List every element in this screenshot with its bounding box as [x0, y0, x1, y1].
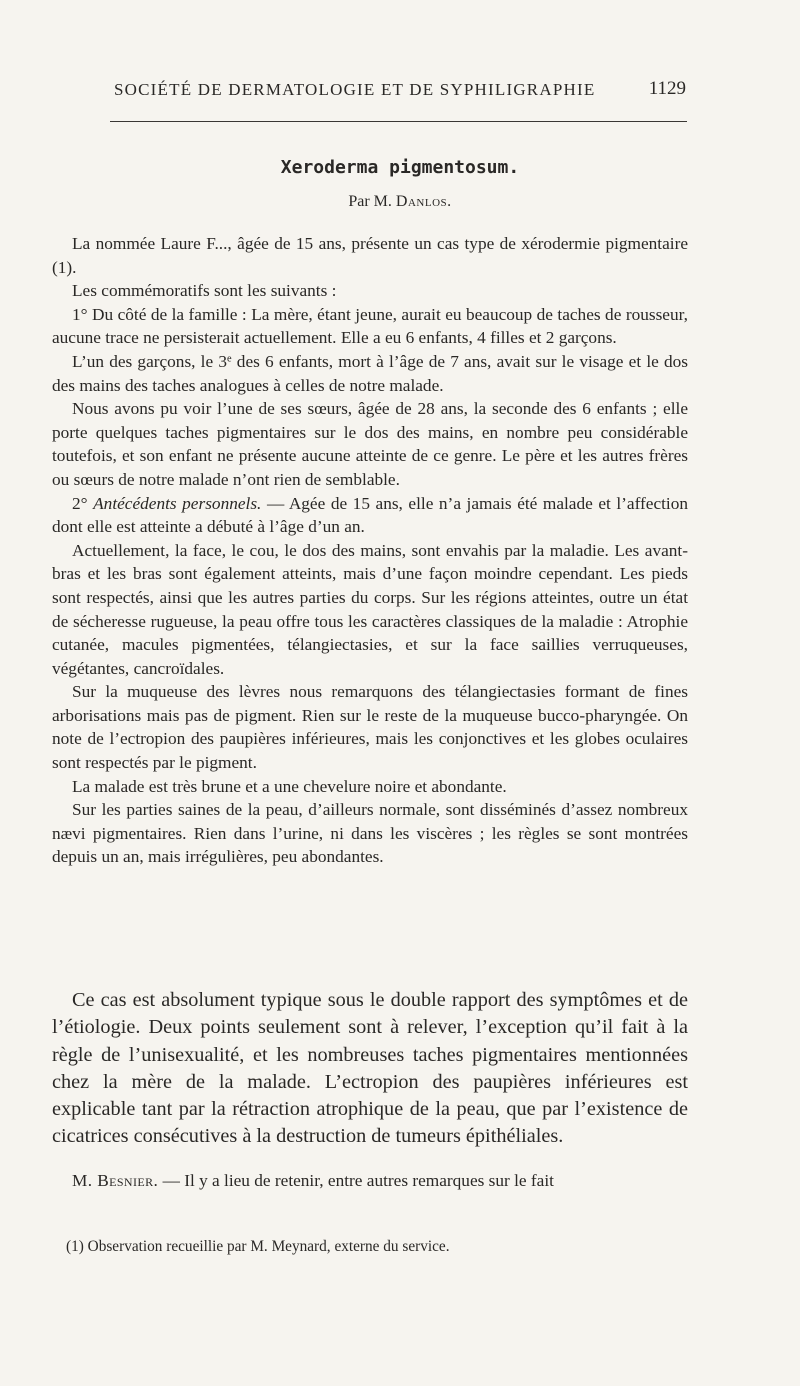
paragraph-personal-history: [52, 492, 688, 539]
besnier-block: [52, 1169, 688, 1193]
paragraph-intro: La nommée Laure F..., âgée de 15 ans, présente un cas type de xérodermie pigmentaire (1).: [52, 234, 688, 277]
superscript-e: e: [226, 353, 232, 365]
byline: [0, 193, 800, 211]
besnier-text: — Il y a lieu de retenir, entre autres remarques sur le fait: [162, 1171, 554, 1190]
article-body: [52, 232, 688, 869]
page-number: 1129: [648, 78, 686, 99]
paragraph-naevi: Sur les parties saines de la peau, d’ailleurs normale, sont disséminés d’assez nombreux nævi pigmentaires. Rien dans l’urine, ni dans les viscères ; les règles se sont montrées depuis un an, mais irrégulières, peu abondantes.: [52, 800, 688, 867]
paragraph-family-text: Du côté de la famille : La mère, étant jeune, aurait eu beaucoup de taches de rousseur, aucune trace ne persisterait actuellement. Elle a eu 6 enfants, 4 filles et 2 garçons.: [52, 304, 688, 348]
paragraph-family: [52, 303, 688, 350]
paragraph-personal-history-text: — Agée de 15 ans, elle n’a jamais été malade et l’affection dont elle est atteinte a débuté à l’âge d’un an.: [52, 493, 689, 537]
item-marker-1: 1°: [72, 304, 88, 324]
footnote: (1) Observation recueillie par M. Meynard, externe du service.: [66, 1238, 450, 1255]
article-title: Xeroderma pigmentosum.: [280, 157, 520, 178]
paragraph-brother-start: L’un des garçons, le 3: [72, 351, 227, 371]
paragraph-commemoratifs: Les commémoratifs sont les suivants :: [72, 281, 337, 301]
discussion-block: [52, 987, 688, 1151]
paragraph-brother-rest: des 6 enfants, mort à l’âge de 7 ans, avait sur le visage et le dos des mains des taches analogues à celles de notre malade.: [52, 351, 688, 395]
section-heading-antecedents: Antécédents personnels.: [93, 493, 262, 513]
paragraph-brother: [52, 350, 688, 397]
item-marker-2: 2°: [72, 493, 88, 513]
running-head: [114, 78, 686, 104]
byline-prefix: Par M.: [348, 193, 392, 210]
paragraph-besnier: [52, 1169, 688, 1193]
header-rule: [110, 121, 687, 122]
speaker-name: M. Besnier.: [72, 1171, 159, 1190]
byline-author: Danlos.: [395, 193, 452, 210]
paragraph-current-state: Actuellement, la face, le cou, le dos des mains, sont envahis par la maladie. Les avant-bras et les bras sont également atteints, mais d’une façon moindre cependant. Les pieds sont respectés, ainsi que les autres parties du corps. Sur les régions atteintes, outre un état de sécheresse rugueuse, la peau offre tous les caractères classiques de la maladie : Atrophie cutanée, macules pigmentées, télangiectasies, et sur la face saillies verruqueuses, végétantes, cancroïdales.: [52, 540, 688, 678]
paragraph-discussion: Ce cas est absolument typique sous le double rapport des symptômes et de l’étiologie. Deux points seulement sont à relever, l’exception qu’il fait à la règle de l’unisexualité, et les nombreuses taches pigmentaires mentionnées chez la mère de la malade. L’ectropion des paupières inférieures est explicable tant par la rétraction atrophique de la peau, que par l’existence de cicatrices consécutives à la destruction de tumeurs épithéliales.: [52, 989, 688, 1148]
paragraph-hair: La malade est très brune et a une chevelure noire et abondante.: [72, 776, 507, 796]
paragraph-sister: Nous avons pu voir l’une de ses sœurs, âgée de 28 ans, la seconde des 6 enfants ; elle porte quelques taches pigmentaires sur le dos des mains, en nombre peu considérable toutefois, et son enfant ne présente aucune atteinte de ce genre. Le père et les autres frères ou sœurs de notre malade n’ont rien de semblable.: [52, 399, 688, 489]
paragraph-mucosa: Sur la muqueuse des lèvres nous remarquons des télangiectasies formant de fines arborisations mais pas de pigment. Rien sur le reste de la muqueuse bucco-pharyngée. On note de l’ectropion des paupières inférieures, mais les conjonctives et les globes oculaires sont respectés par le pigment.: [52, 682, 688, 773]
running-head-title: SOCIÉTÉ DE DERMATOLOGIE ET DE SYPHILIGRAPHIE: [114, 80, 596, 99]
